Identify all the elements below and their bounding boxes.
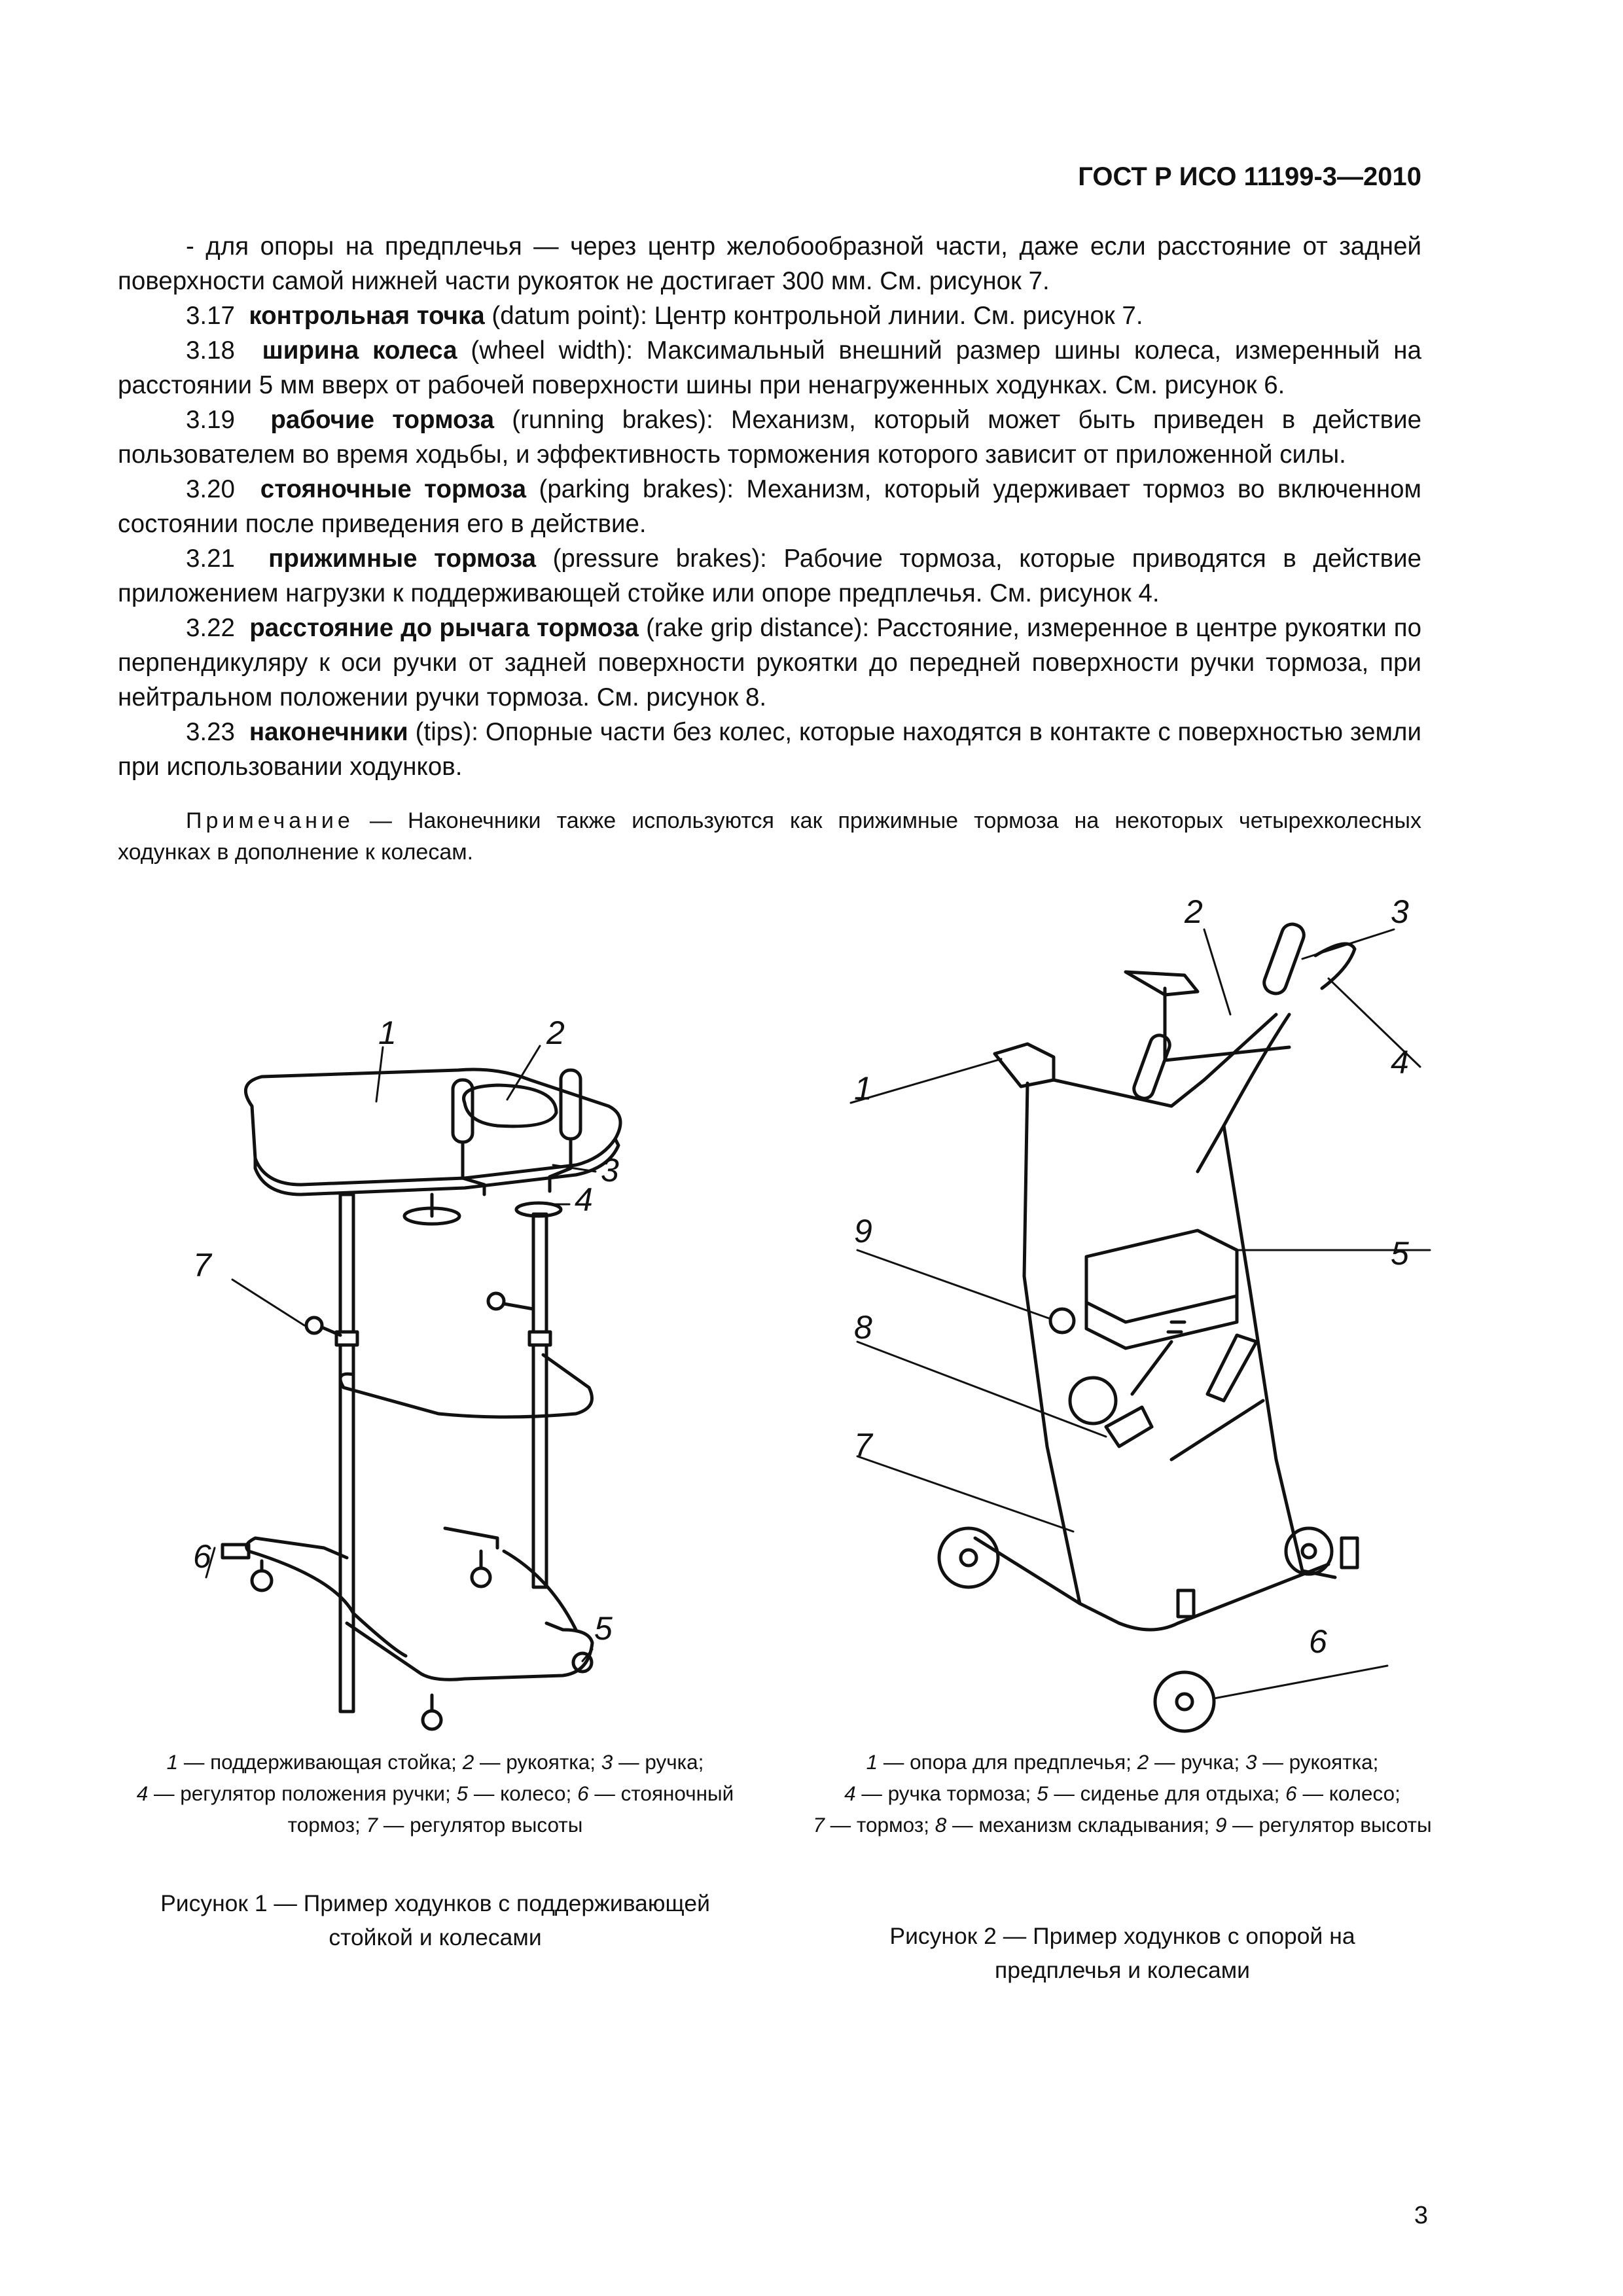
paragraph-3-22: 3.22 расстояние до рычага тормоза (rake grip distance): Расстояние, измеренное в центре рукоятки по перпендикуляру к оси ручки от задней поверхности рукоятки до передней поверхности ручки тормоза, при нейтральном положении ручки тормоза. См. рисунок 8. <box>118 614 1421 711</box>
figure-1-legend: 1 — поддерживающая стойка; 2 — рукоятка; 3 — ручка; 4 — регулятор положения ручки; 5 — колесо; 6 — стояночный тормоз; 7 — регулятор высоты <box>136 1750 734 1837</box>
paragraph-3-20: 3.20 стояночные тормоза (parking brakes): Механизм, который удерживает тормоз во включенном состоянии после приведения его в действие. <box>118 475 1421 538</box>
figure-2-title: Рисунок 2 — Пример ходунков с опорой на предплечья и колесами <box>889 1923 1355 1983</box>
folding-mechanism <box>1106 1335 1257 1446</box>
page-number: 3 <box>1414 2202 1428 2229</box>
figure-2-legend: 1 — опора для предплечья; 2 — ручка; 3 — рукоятка; 4 — ручка тормоза; 5 — сиденье для отдыха; 6 — колесо; 7 — тормоз; 8 — механизм складывания; 9 — регулятор высоты <box>813 1750 1432 1837</box>
columns <box>306 1194 550 1712</box>
figure-1-leaders <box>206 1046 596 1661</box>
term: расстояние до рычага тормоза <box>249 614 639 642</box>
figure-1-drawing <box>157 969 746 1741</box>
document-header: ГОСТ Р ИСО 11199-3—2010 <box>1078 162 1421 191</box>
height-regulator <box>1050 1309 1074 1333</box>
label-9: 9 <box>854 1213 872 1249</box>
label-8: 8 <box>854 1309 872 1346</box>
label-6: 6 <box>1309 1623 1327 1660</box>
label-4: 4 <box>575 1181 593 1218</box>
note: Примечание — Наконечники также используются как прижимные тормоза на некоторых четырехколесных ходунках в дополнение к колесам. <box>118 808 1421 865</box>
body-text <box>118 229 1421 868</box>
label-5: 5 <box>594 1610 613 1647</box>
label-3: 3 <box>1391 893 1409 930</box>
paragraph-3-17: 3.17 контрольная точка (datum point): Центр контрольной линии. См. рисунок 7. <box>186 302 1143 330</box>
label-7: 7 <box>193 1247 211 1283</box>
paragraph-3-16-cont: - для опоры на предплечья — через центр желобообразной части, даже если расстояние от задней поверхности самой нижней части рукояток не достигает 300 мм. См. рисунок 7. <box>118 232 1421 295</box>
label-2: 2 <box>1185 893 1203 930</box>
term: контрольная точка <box>249 302 485 330</box>
label-7: 7 <box>854 1427 872 1463</box>
figure-2-labels <box>854 893 1409 1660</box>
adjusters <box>404 1194 561 1224</box>
handle-bar <box>340 1355 592 1417</box>
forearm-supports <box>995 972 1198 1086</box>
label-4: 4 <box>1391 1044 1409 1081</box>
term: стояночные тормоза <box>260 475 527 503</box>
label-3: 3 <box>601 1152 619 1189</box>
paragraph-3-21: 3.21 прижимные тормоза (pressure brakes): Рабочие тормоза, которые приводятся в действие приложением нагрузки к поддерживающей стойке или опоре предплечья. См. рисунок 4. <box>118 545 1421 607</box>
figure-2-drawing <box>805 884 1459 1748</box>
label-2: 2 <box>546 1014 565 1051</box>
figure-2-leaders <box>851 929 1430 1698</box>
label-6: 6 <box>193 1538 211 1575</box>
label-5: 5 <box>1391 1235 1409 1272</box>
parking-brake-pedal <box>223 1528 497 1558</box>
paragraph-3-18: 3.18 ширина колеса (wheel width): Максимальный внешний размер шины колеса, измеренный на расстоянии 5 мм вверх от рабочей поверхности шины при ненагруженных ходунках. См. рисунок 6. <box>118 336 1421 399</box>
term: прижимные тормоза <box>268 545 537 573</box>
label-1: 1 <box>854 1070 872 1107</box>
term: рабочие тормоза <box>270 406 495 434</box>
label-1: 1 <box>378 1014 397 1051</box>
term: ширина колеса <box>262 336 457 365</box>
base-frame <box>247 1538 592 1679</box>
term: наконечники <box>249 718 408 746</box>
support-platform <box>245 1069 620 1194</box>
figure-1-title: Рисунок 1 — Пример ходунков с поддерживающей стойкой и колесами <box>160 1890 710 1950</box>
note-label: Примечание <box>186 808 354 833</box>
seat <box>1086 1230 1237 1348</box>
paragraph-3-23: 3.23 наконечники (tips): Опорные части без колес, которые находятся в контакте с поверхностью земли при использовании ходунков. <box>118 718 1421 781</box>
paragraph-3-19: 3.19 рабочие тормоза (running brakes): Механизм, который может быть приведен в действие пользователем во время ходьбы, и эффективность торможения которого зависит от приложенной силы. <box>118 406 1421 469</box>
